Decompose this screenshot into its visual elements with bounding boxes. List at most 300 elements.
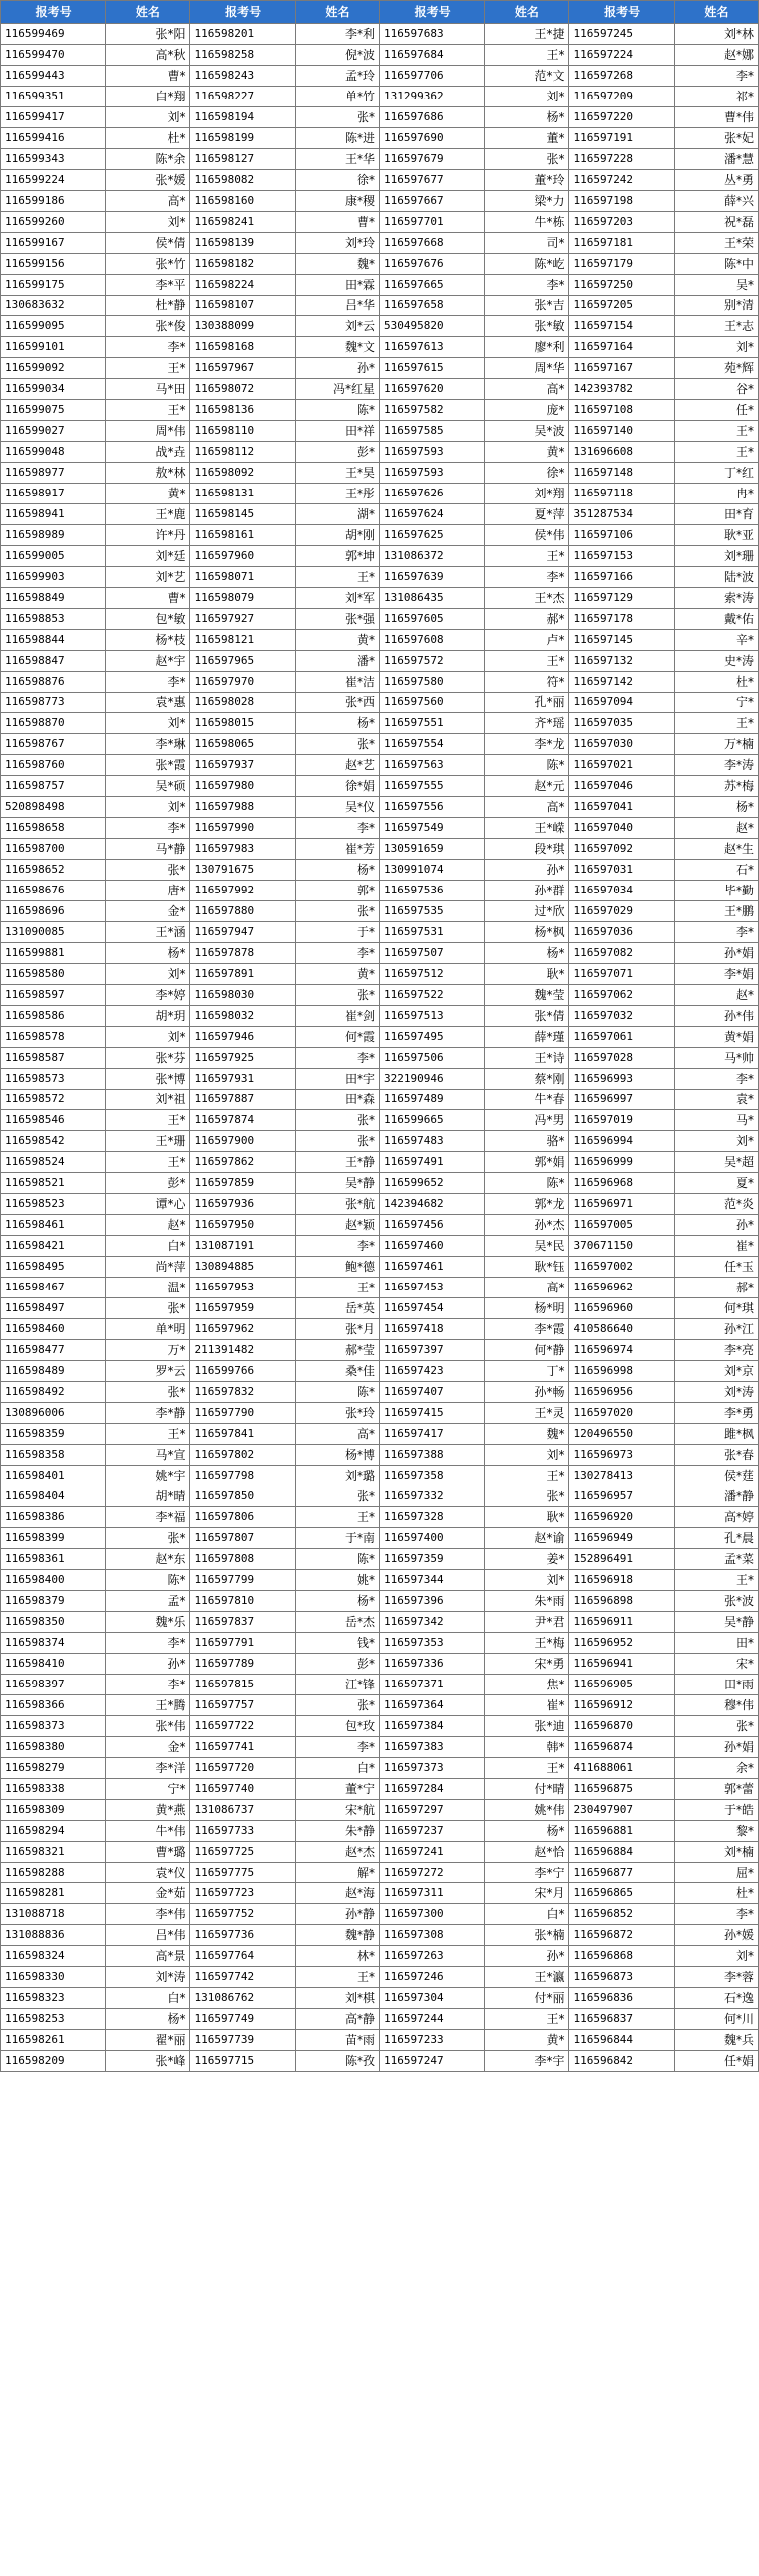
- table-row: [1, 1298, 759, 1319]
- name-cell: 赵*海: [295, 1883, 379, 1904]
- exam-number-cell: 116597198: [569, 191, 674, 212]
- exam-number-cell: 116598107: [190, 296, 295, 316]
- name-cell: 杜*: [106, 128, 190, 149]
- name-cell: 刘*京: [674, 1361, 758, 1382]
- exam-number-cell: 130278413: [569, 1466, 674, 1486]
- exam-number-cell: 116599156: [1, 254, 106, 275]
- exam-number-cell: 116597639: [379, 567, 484, 588]
- table-row: [1, 442, 759, 463]
- exam-number-cell: 116598161: [190, 525, 295, 546]
- name-cell: 王*灵: [485, 1403, 569, 1424]
- name-cell: 李*蓉: [674, 1967, 758, 1988]
- name-cell: 陆*波: [674, 567, 758, 588]
- exam-number-cell: 116597810: [190, 1591, 295, 1612]
- name-cell: 侯*倩: [106, 233, 190, 254]
- exam-number-cell: 116597191: [569, 128, 674, 149]
- name-cell: 李*: [674, 1904, 758, 1925]
- exam-number-cell: 116597311: [379, 1883, 484, 1904]
- table-row: [1, 922, 759, 943]
- name-cell: 赵*生: [674, 839, 758, 860]
- exam-number-cell: 131086762: [190, 1988, 295, 2009]
- exam-number-cell: 116597332: [379, 1486, 484, 1507]
- table-row: [1, 316, 759, 337]
- name-cell: 高*: [485, 797, 569, 818]
- name-cell: 张*芬: [106, 1048, 190, 1069]
- table-row: [1, 1027, 759, 1048]
- name-cell: 刘*云: [295, 316, 379, 337]
- name-cell: 于*皓: [674, 1800, 758, 1821]
- exam-number-cell: 116596960: [569, 1298, 674, 1319]
- name-cell: 祝*磊: [674, 212, 758, 233]
- name-cell: 孙*群: [485, 881, 569, 901]
- exam-number-cell: 116597132: [569, 651, 674, 672]
- exam-number-cell: 116597005: [569, 1215, 674, 1236]
- exam-number-cell: 116597624: [379, 504, 484, 525]
- name-cell: 赵*杰: [295, 1842, 379, 1863]
- exam-number-cell: 130683632: [1, 296, 106, 316]
- name-cell: 韩*: [485, 1737, 569, 1758]
- name-cell: 王*: [106, 358, 190, 379]
- exam-number-cell: 116597297: [379, 1800, 484, 1821]
- exam-number-cell: 116596884: [569, 1842, 674, 1863]
- exam-number-cell: 116598546: [1, 1110, 106, 1131]
- exam-number-cell: 116598876: [1, 672, 106, 693]
- header-name: 姓名: [106, 1, 190, 24]
- exam-number-cell: 116597549: [379, 818, 484, 839]
- name-cell: 杨*: [674, 797, 758, 818]
- exam-number-cell: 116599167: [1, 233, 106, 254]
- exam-number-cell: 116599034: [1, 379, 106, 400]
- exam-number-cell: 116598853: [1, 609, 106, 630]
- name-cell: 潘*静: [674, 1486, 758, 1507]
- exam-number-cell: 116597423: [379, 1361, 484, 1382]
- name-cell: 谷*: [674, 379, 758, 400]
- name-cell: 焦*: [485, 1675, 569, 1695]
- exam-number-cell: 116598523: [1, 1194, 106, 1215]
- exam-number-cell: 116597328: [379, 1507, 484, 1528]
- exam-number-cell: 116597936: [190, 1194, 295, 1215]
- exam-number-cell: 142394682: [379, 1194, 484, 1215]
- exam-number-cell: 116598572: [1, 1090, 106, 1110]
- exam-number-cell: 116597791: [190, 1633, 295, 1654]
- exam-number-cell: 116597418: [379, 1319, 484, 1340]
- name-cell: 郭*坤: [295, 546, 379, 567]
- table-row: [1, 212, 759, 233]
- exam-number-cell: 116598199: [190, 128, 295, 149]
- table-row: [1, 755, 759, 776]
- name-cell: 张*媛: [106, 170, 190, 191]
- name-cell: 张*: [106, 1298, 190, 1319]
- exam-number-cell: 116597668: [379, 233, 484, 254]
- exam-number-cell: 116598227: [190, 87, 295, 107]
- table-row: [1, 1131, 759, 1152]
- table-row: [1, 1424, 759, 1445]
- table-row: [1, 149, 759, 170]
- name-cell: 李*琳: [106, 734, 190, 755]
- name-cell: 郝*莹: [295, 1340, 379, 1361]
- name-cell: 徐*娟: [295, 776, 379, 797]
- name-cell: 李*福: [106, 1507, 190, 1528]
- name-cell: 刘*: [106, 107, 190, 128]
- name-cell: 白*: [295, 1758, 379, 1779]
- name-cell: 王*: [295, 1507, 379, 1528]
- exam-number-cell: 116597384: [379, 1716, 484, 1737]
- exam-number-cell: 116597415: [379, 1403, 484, 1424]
- name-cell: 庞*: [485, 400, 569, 421]
- name-cell: 王*: [674, 713, 758, 734]
- name-cell: 徐*: [295, 170, 379, 191]
- name-cell: 张*: [674, 1716, 758, 1737]
- exam-number-cell: 116597536: [379, 881, 484, 901]
- name-cell: 马*静: [106, 839, 190, 860]
- table-row: [1, 1361, 759, 1382]
- exam-number-cell: 116597028: [569, 1048, 674, 1069]
- name-cell: 倪*波: [295, 45, 379, 66]
- name-cell: 黄*娟: [674, 1027, 758, 1048]
- exam-number-cell: 116599443: [1, 66, 106, 87]
- exam-number-cell: 116597832: [190, 1382, 295, 1403]
- name-cell: 马*田: [106, 379, 190, 400]
- name-cell: 崔*洁: [295, 672, 379, 693]
- table-row: [1, 484, 759, 504]
- exam-number-cell: 116597228: [569, 149, 674, 170]
- exam-number-cell: 116597749: [190, 2009, 295, 2030]
- name-cell: 姜*: [485, 1549, 569, 1570]
- name-cell: 李*娟: [674, 964, 758, 985]
- name-cell: 李*婷: [106, 985, 190, 1006]
- name-cell: 吴*: [674, 275, 758, 296]
- name-cell: 万*楠: [674, 734, 758, 755]
- name-cell: 李*: [106, 1633, 190, 1654]
- exam-number-cell: 116597531: [379, 922, 484, 943]
- name-cell: 杨*: [106, 943, 190, 964]
- exam-number-cell: 116597733: [190, 1821, 295, 1842]
- table-row: [1, 1090, 759, 1110]
- exam-number-cell: 116597245: [569, 24, 674, 45]
- exam-number-cell: 116598492: [1, 1382, 106, 1403]
- name-cell: 吴*静: [295, 1173, 379, 1194]
- name-cell: 张*妃: [674, 128, 758, 149]
- name-cell: 王*捷: [485, 24, 569, 45]
- name-cell: 战*垚: [106, 442, 190, 463]
- name-cell: 李*: [295, 1737, 379, 1758]
- name-cell: 郭*蕾: [674, 1779, 758, 1800]
- name-cell: 苑*辉: [674, 358, 758, 379]
- header-name: 姓名: [485, 1, 569, 24]
- exam-number-cell: 116598030: [190, 985, 295, 1006]
- name-cell: 宋*月: [485, 1883, 569, 1904]
- exam-number-cell: 116597483: [379, 1131, 484, 1152]
- name-cell: 陈*: [295, 400, 379, 421]
- exam-number-cell: 116599175: [1, 275, 106, 296]
- exam-number-cell: 116597799: [190, 1570, 295, 1591]
- exam-number-cell: 116597148: [569, 463, 674, 484]
- exam-number-cell: 116597676: [379, 254, 484, 275]
- exam-number-cell: 116598182: [190, 254, 295, 275]
- exam-number-cell: 116597373: [379, 1758, 484, 1779]
- name-cell: 别*清: [674, 296, 758, 316]
- name-cell: 姚*伟: [485, 1800, 569, 1821]
- exam-number-cell: 131299362: [379, 87, 484, 107]
- table-row: [1, 1779, 759, 1800]
- exam-number-cell: 116598521: [1, 1173, 106, 1194]
- name-cell: 曹*璐: [106, 1842, 190, 1863]
- exam-number-cell: 130591659: [379, 839, 484, 860]
- exam-number-cell: 116597684: [379, 45, 484, 66]
- name-cell: 胡*刚: [295, 525, 379, 546]
- name-cell: 李*: [485, 567, 569, 588]
- name-cell: 梁*力: [485, 191, 569, 212]
- table-row: [1, 107, 759, 128]
- name-cell: 耿*亚: [674, 525, 758, 546]
- exam-number-cell: 116598847: [1, 651, 106, 672]
- exam-number-cell: 116597021: [569, 755, 674, 776]
- name-cell: 赵*恰: [485, 1842, 569, 1863]
- exam-number-cell: 116598112: [190, 442, 295, 463]
- exam-number-cell: 116597701: [379, 212, 484, 233]
- exam-number-cell: 116597407: [379, 1382, 484, 1403]
- table-row: [1, 651, 759, 672]
- exam-number-cell: 116598121: [190, 630, 295, 651]
- name-cell: 黄*: [295, 964, 379, 985]
- exam-number-cell: 116597563: [379, 755, 484, 776]
- exam-number-cell: 116598160: [190, 191, 295, 212]
- name-cell: 宁*: [106, 1779, 190, 1800]
- name-cell: 刘*: [106, 1027, 190, 1048]
- exam-number-cell: 116597965: [190, 651, 295, 672]
- name-cell: 张*霞: [106, 755, 190, 776]
- exam-number-cell: 116597677: [379, 170, 484, 191]
- table-row: [1, 1883, 759, 1904]
- name-cell: 李*: [106, 818, 190, 839]
- name-cell: 张*楠: [485, 1925, 569, 1946]
- exam-number-cell: 116598586: [1, 1006, 106, 1027]
- name-cell: 石*: [674, 860, 758, 881]
- exam-number-cell: 116596836: [569, 1988, 674, 2009]
- name-cell: 魏*: [295, 254, 379, 275]
- name-cell: 李*: [106, 672, 190, 693]
- name-cell: 张*: [295, 985, 379, 1006]
- table-row: [1, 1319, 759, 1340]
- name-cell: 赵*娜: [674, 45, 758, 66]
- header-exam-number: 报考号: [1, 1, 106, 24]
- exam-number-cell: 116597585: [379, 421, 484, 442]
- name-cell: 唐*: [106, 881, 190, 901]
- name-cell: 敖*林: [106, 463, 190, 484]
- table-row: [1, 1946, 759, 1967]
- exam-number-cell: 116597358: [379, 1466, 484, 1486]
- exam-number-cell: 116597506: [379, 1048, 484, 1069]
- exam-number-cell: 116596844: [569, 2030, 674, 2051]
- name-cell: 吴*静: [674, 1612, 758, 1633]
- name-cell: 彭*: [106, 1173, 190, 1194]
- name-cell: 刘*涛: [674, 1382, 758, 1403]
- exam-number-cell: 116597593: [379, 442, 484, 463]
- exam-number-cell: 116596837: [569, 2009, 674, 2030]
- exam-number-cell: 116597960: [190, 546, 295, 567]
- name-cell: 陈*孜: [295, 2051, 379, 2072]
- exam-number-cell: 116596868: [569, 1946, 674, 1967]
- name-cell: 王*: [295, 567, 379, 588]
- exam-number-cell: 116597560: [379, 693, 484, 713]
- exam-number-cell: 116598366: [1, 1695, 106, 1716]
- name-cell: 陈*: [485, 755, 569, 776]
- exam-number-cell: 116597118: [569, 484, 674, 504]
- exam-number-cell: 116597554: [379, 734, 484, 755]
- exam-number-cell: 116597789: [190, 1654, 295, 1675]
- table-row: [1, 1549, 759, 1570]
- exam-number-cell: 211391482: [190, 1340, 295, 1361]
- name-cell: 李*: [674, 1069, 758, 1090]
- name-cell: 郝*: [674, 1278, 758, 1298]
- name-cell: 张*迪: [485, 1716, 569, 1737]
- name-cell: 袁*仪: [106, 1863, 190, 1883]
- exam-number-cell: 116597752: [190, 1904, 295, 1925]
- exam-number-cell: 116597625: [379, 525, 484, 546]
- name-cell: 薛*兴: [674, 191, 758, 212]
- exam-number-cell: 116596870: [569, 1716, 674, 1737]
- exam-number-cell: 116596952: [569, 1633, 674, 1654]
- table-row: [1, 797, 759, 818]
- exam-number-cell: 116597237: [379, 1821, 484, 1842]
- name-cell: 过*欣: [485, 901, 569, 922]
- name-cell: 张*: [485, 1486, 569, 1507]
- exam-number-cell: 322190946: [379, 1069, 484, 1090]
- name-cell: 姚*: [295, 1570, 379, 1591]
- name-cell: 高*: [485, 379, 569, 400]
- name-cell: 雎*枫: [674, 1424, 758, 1445]
- name-cell: 侯*伟: [485, 525, 569, 546]
- exam-number-cell: 116597775: [190, 1863, 295, 1883]
- name-cell: 白*翔: [106, 87, 190, 107]
- name-cell: 吕*华: [295, 296, 379, 316]
- exam-number-cell: 116597041: [569, 797, 674, 818]
- exam-number-cell: 116596973: [569, 1445, 674, 1466]
- name-cell: 张*玲: [295, 1403, 379, 1424]
- name-cell: 符*: [485, 672, 569, 693]
- name-cell: 岳*英: [295, 1298, 379, 1319]
- exam-number-cell: 116597683: [379, 24, 484, 45]
- exam-number-cell: 116597035: [569, 713, 674, 734]
- table-row: [1, 964, 759, 985]
- exam-number-cell: 116596957: [569, 1486, 674, 1507]
- name-cell: 张*俊: [106, 316, 190, 337]
- name-cell: 周*华: [485, 358, 569, 379]
- exam-number-cell: 116598243: [190, 66, 295, 87]
- exam-number-cell: 116596999: [569, 1152, 674, 1173]
- name-cell: 李*: [106, 337, 190, 358]
- exam-number-cell: 116598279: [1, 1758, 106, 1779]
- table-row: [1, 379, 759, 400]
- exam-number-cell: 116597164: [569, 337, 674, 358]
- name-cell: 张*春: [674, 1445, 758, 1466]
- exam-number-cell: 116598379: [1, 1591, 106, 1612]
- name-cell: 何*霞: [295, 1027, 379, 1048]
- name-cell: 齐*瑶: [485, 713, 569, 734]
- exam-number-cell: 116596877: [569, 1863, 674, 1883]
- exam-number-cell: 116598399: [1, 1528, 106, 1549]
- name-cell: 田*霖: [295, 275, 379, 296]
- exam-number-cell: 116597400: [379, 1528, 484, 1549]
- exam-number-cell: 116597108: [569, 400, 674, 421]
- name-cell: 钱*: [295, 1633, 379, 1654]
- table-row: [1, 45, 759, 66]
- name-cell: 刘*: [485, 1570, 569, 1591]
- name-cell: 田*雨: [674, 1675, 758, 1695]
- exam-number-cell: 116598261: [1, 2030, 106, 2051]
- exam-number-cell: 116598844: [1, 630, 106, 651]
- exam-number-cell: 116597453: [379, 1278, 484, 1298]
- name-cell: 尚*萍: [106, 1257, 190, 1278]
- exam-number-cell: 116596911: [569, 1612, 674, 1633]
- name-cell: 王*珊: [106, 1131, 190, 1152]
- name-cell: 张*: [295, 901, 379, 922]
- exam-number-cell: 142393782: [569, 379, 674, 400]
- name-cell: 孙*: [485, 1946, 569, 1967]
- table-row: [1, 1863, 759, 1883]
- exam-number-cell: 116598028: [190, 693, 295, 713]
- name-cell: 万*: [106, 1340, 190, 1361]
- name-cell: 王*梅: [485, 1633, 569, 1654]
- exam-number-cell: 116597224: [569, 45, 674, 66]
- name-cell: 任*: [674, 400, 758, 421]
- name-cell: 杜*: [674, 672, 758, 693]
- name-cell: 孟*玲: [295, 66, 379, 87]
- name-cell: 张*: [106, 1382, 190, 1403]
- exam-number-cell: 116598587: [1, 1048, 106, 1069]
- exam-number-cell: 116597572: [379, 651, 484, 672]
- exam-number-cell: 116596962: [569, 1278, 674, 1298]
- name-cell: 卢*: [485, 630, 569, 651]
- table-row: [1, 463, 759, 484]
- exam-number-cell: 116599027: [1, 421, 106, 442]
- exam-number-cell: 131086372: [379, 546, 484, 567]
- name-cell: 张*西: [295, 693, 379, 713]
- exam-number-cell: 116598386: [1, 1507, 106, 1528]
- name-cell: 王*鹿: [106, 504, 190, 525]
- name-cell: 牛*伟: [106, 1821, 190, 1842]
- name-cell: 王*: [485, 2009, 569, 2030]
- name-cell: 刘*林: [674, 24, 758, 45]
- name-cell: 魏*兵: [674, 2030, 758, 2051]
- table-row: [1, 191, 759, 212]
- name-cell: 张*: [295, 1131, 379, 1152]
- table-row: [1, 1800, 759, 1821]
- exam-number-cell: 116596898: [569, 1591, 674, 1612]
- table-row: [1, 504, 759, 525]
- exam-number-cell: 131696608: [569, 442, 674, 463]
- name-cell: 冯*红星: [295, 379, 379, 400]
- exam-number-cell: 116598477: [1, 1340, 106, 1361]
- exam-number-cell: 130791675: [190, 860, 295, 881]
- exam-number-cell: 116597153: [569, 546, 674, 567]
- name-cell: 李*霞: [485, 1319, 569, 1340]
- table-row: [1, 1925, 759, 1946]
- exam-number-cell: 116598524: [1, 1152, 106, 1173]
- table-row: [1, 1612, 759, 1633]
- name-cell: 张*: [295, 734, 379, 755]
- name-cell: 潘*: [295, 651, 379, 672]
- exam-number-cell: 116596993: [569, 1069, 674, 1090]
- exam-number-cell: 116596968: [569, 1173, 674, 1194]
- name-cell: 刘*玲: [295, 233, 379, 254]
- name-cell: 杨*: [485, 943, 569, 964]
- exam-number-cell: 116597690: [379, 128, 484, 149]
- name-cell: 张*博: [106, 1069, 190, 1090]
- name-cell: 李*: [674, 66, 758, 87]
- exam-number-cell: 116596918: [569, 1570, 674, 1591]
- exam-number-cell: 116598421: [1, 1236, 106, 1257]
